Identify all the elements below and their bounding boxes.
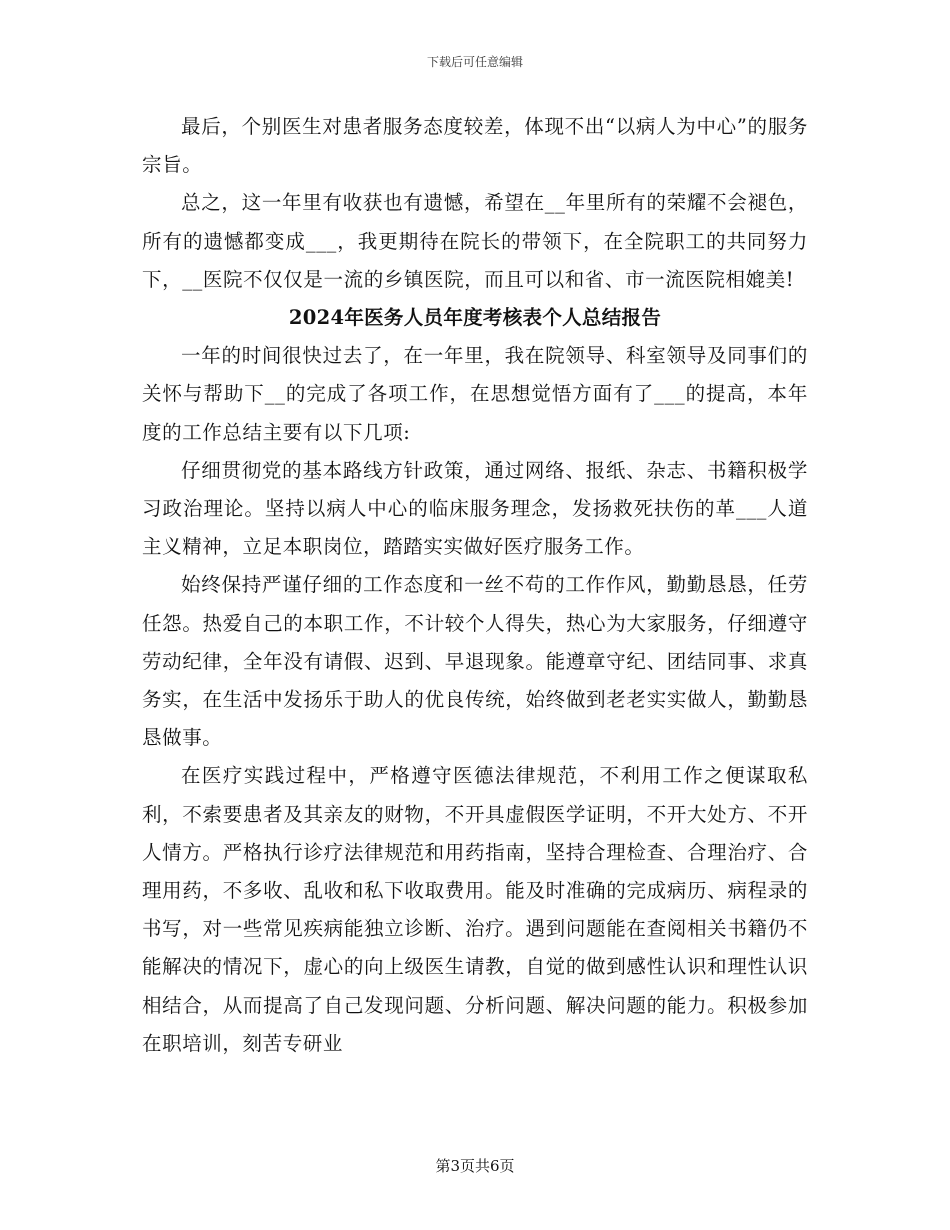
paragraph-intro: 一年的时间很快过去了，在一年里，我在院领导、科室领导及同事们的关怀与帮助下__的完成了各项工作，在思想觉悟方面有了___的提高，本年度的工作总结主要有以下几项: — [142, 344, 808, 444]
paragraph-work-attitude: 始终保持严谨仔细的工作态度和一丝不苟的工作作风，勤勤恳恳，任劳任怨。热爱自己的本职工作，不计较个人得失，热心为大家服务，仔细遵守劳动纪律，全年没有请假、迟到、早退现象。能遵章守纪、团结同事、求真务实，在生活中发扬乐于助人的优良传统，始终做到老老实实做人，勤勤恳恳做事。 — [142, 573, 808, 750]
paragraph-medical-practice: 在医疗实践过程中，严格遵守医德法律规范，不利用工作之便谋取私利，不索要患者及其亲友的财物，不开具虚假医学证明，不开大处方、不开人情方。严格执行诊疗法律规范和用药指南，坚持合理检查、合理治疗、合理用药，不多收、乱收和私下收取费用。能及时准确的完成病历、病程录的书写，对一些常见疾病能独立诊断、治疗。遇到问题能在查阅相关书籍仍不能解决的情况下，虚心的向上级医生请教，自觉的做到感性认识和理性认识相结合，从而提高了自己发现问题、分析问题、解决问题的能力。积极参加在职培训，刻苦专研业 — [142, 764, 808, 1055]
document-body — [142, 108, 808, 1063]
document-title: 2024年医务人员年度考核表个人总结报告 — [288, 306, 662, 330]
paragraph-summary: 总之，这一年里有收获也有遗憾，希望在__年里所有的荣耀不会褪色，所有的遗憾都变成___，我更期待在院长的带领下，在全院职工的共同努力下，__医院不仅仅是一流的乡镇医院，而且可以和省、市一流医院相媲美! — [142, 191, 808, 291]
paragraph-closing-criticism: 最后，个别医生对患者服务态度较差，体现不出“以病人为中心”的服务宗旨。 — [142, 115, 808, 177]
paragraph-political-study: 仔细贯彻党的基本路线方针政策，通过网络、报纸、杂志、书籍积极学习政治理论。坚持以病人中心的临床服务理念，发扬救死扶伤的革___人道主义精神，立足本职岗位，踏踏实实做好医疗服务工作。 — [142, 458, 808, 559]
page-number: 第3页共6页 — [435, 1157, 515, 1175]
header-note: 下载后可任意编辑 — [426, 55, 523, 69]
